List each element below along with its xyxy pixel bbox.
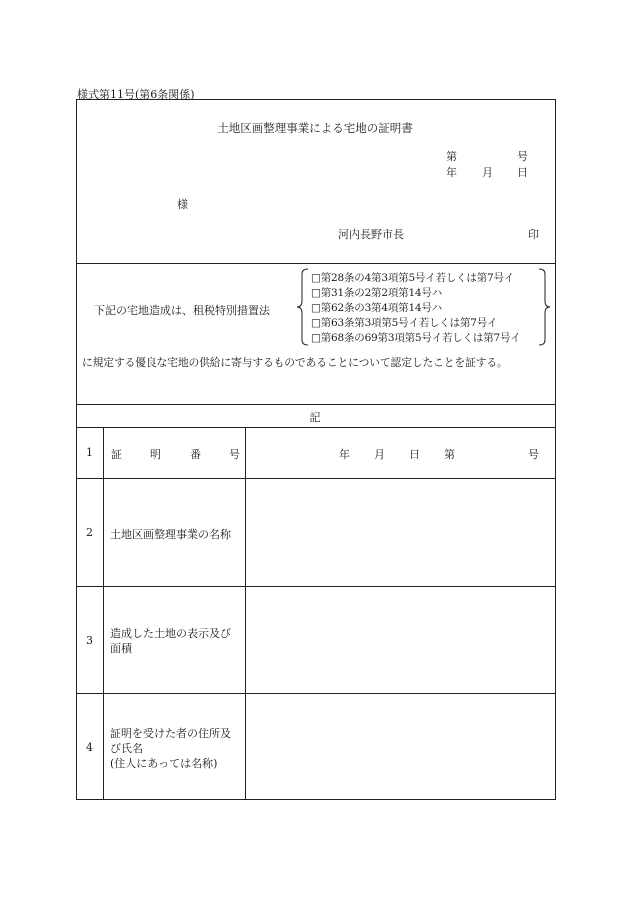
statement-text: に規定する優良な宅地の供給に寄与するものであることについて認定したことを証する。 xyxy=(82,356,508,369)
right-brace-icon xyxy=(537,268,551,346)
divider-row-3 xyxy=(76,693,556,694)
certificate-date-day: 日 xyxy=(409,448,420,461)
certificate-date-month: 月 xyxy=(374,448,385,461)
option-checkbox-2[interactable]: □第31条の2第2項第14号ハ xyxy=(311,287,443,299)
ki-heading: 記 xyxy=(309,411,321,424)
divider-statement xyxy=(76,404,556,405)
divider-row-1 xyxy=(76,478,556,479)
divider-ki xyxy=(76,427,556,428)
addressee-suffix: 様 xyxy=(177,198,188,211)
option-checkbox-4[interactable]: □第63条第3項第5号イ若しくは第7号イ xyxy=(311,317,498,329)
number-suffix: 号 xyxy=(517,150,528,163)
left-brace-icon xyxy=(296,268,310,346)
seal-mark: 印 xyxy=(528,228,539,241)
number-prefix: 第 xyxy=(446,150,457,163)
option-checkbox-1[interactable]: □第28条の4第3項第5号イ若しくは第7号イ xyxy=(311,272,515,284)
row-number-3: 3 xyxy=(86,634,93,647)
column-divider-number xyxy=(103,427,104,800)
row-number-4: 4 xyxy=(86,741,93,754)
certificate-number-prefix: 第 xyxy=(444,448,455,461)
row-1-label-char: 明 xyxy=(150,448,161,461)
certificate-title: 土地区画整理事業による宅地の証明書 xyxy=(217,121,413,135)
row-number-2: 2 xyxy=(86,526,93,539)
row-4-label-line-1: 証明を受けた者の住所及 xyxy=(110,727,231,740)
column-divider-label xyxy=(245,427,246,800)
divider-header xyxy=(76,263,556,264)
date-month: 月 xyxy=(482,166,493,179)
date-year: 年 xyxy=(446,166,457,179)
option-checkbox-5[interactable]: □第68条の69第3項第5号イ若しくは第7号イ xyxy=(311,332,521,344)
row-1-label-char: 号 xyxy=(229,448,240,461)
row-1-label-char: 番 xyxy=(190,448,201,461)
option-checkbox-3[interactable]: □第62条の3第4項第14号ハ xyxy=(311,302,443,314)
certificate-number-suffix: 号 xyxy=(528,448,539,461)
form-number-label: 様式第11号(第6条関係) xyxy=(77,88,195,101)
date-day: 日 xyxy=(517,166,528,179)
row-number-1: 1 xyxy=(86,446,93,459)
row-4-label-line-3: (住人にあっては名称) xyxy=(110,757,218,770)
issuer-name: 河内長野市長 xyxy=(338,228,404,241)
row-2-label: 土地区画整理事業の名称 xyxy=(110,528,231,541)
row-1-label-char: 証 xyxy=(111,448,122,461)
row-4-label-line-2: び氏名 xyxy=(110,742,143,755)
certificate-date-year: 年 xyxy=(339,448,350,461)
certificate-frame xyxy=(76,99,556,800)
row-3-label-line-1: 造成した土地の表示及び xyxy=(110,627,231,640)
statement-intro: 下記の宅地造成は、租税特別措置法 xyxy=(94,304,270,317)
divider-row-2 xyxy=(76,586,556,587)
row-3-label-line-2: 面積 xyxy=(110,642,132,655)
